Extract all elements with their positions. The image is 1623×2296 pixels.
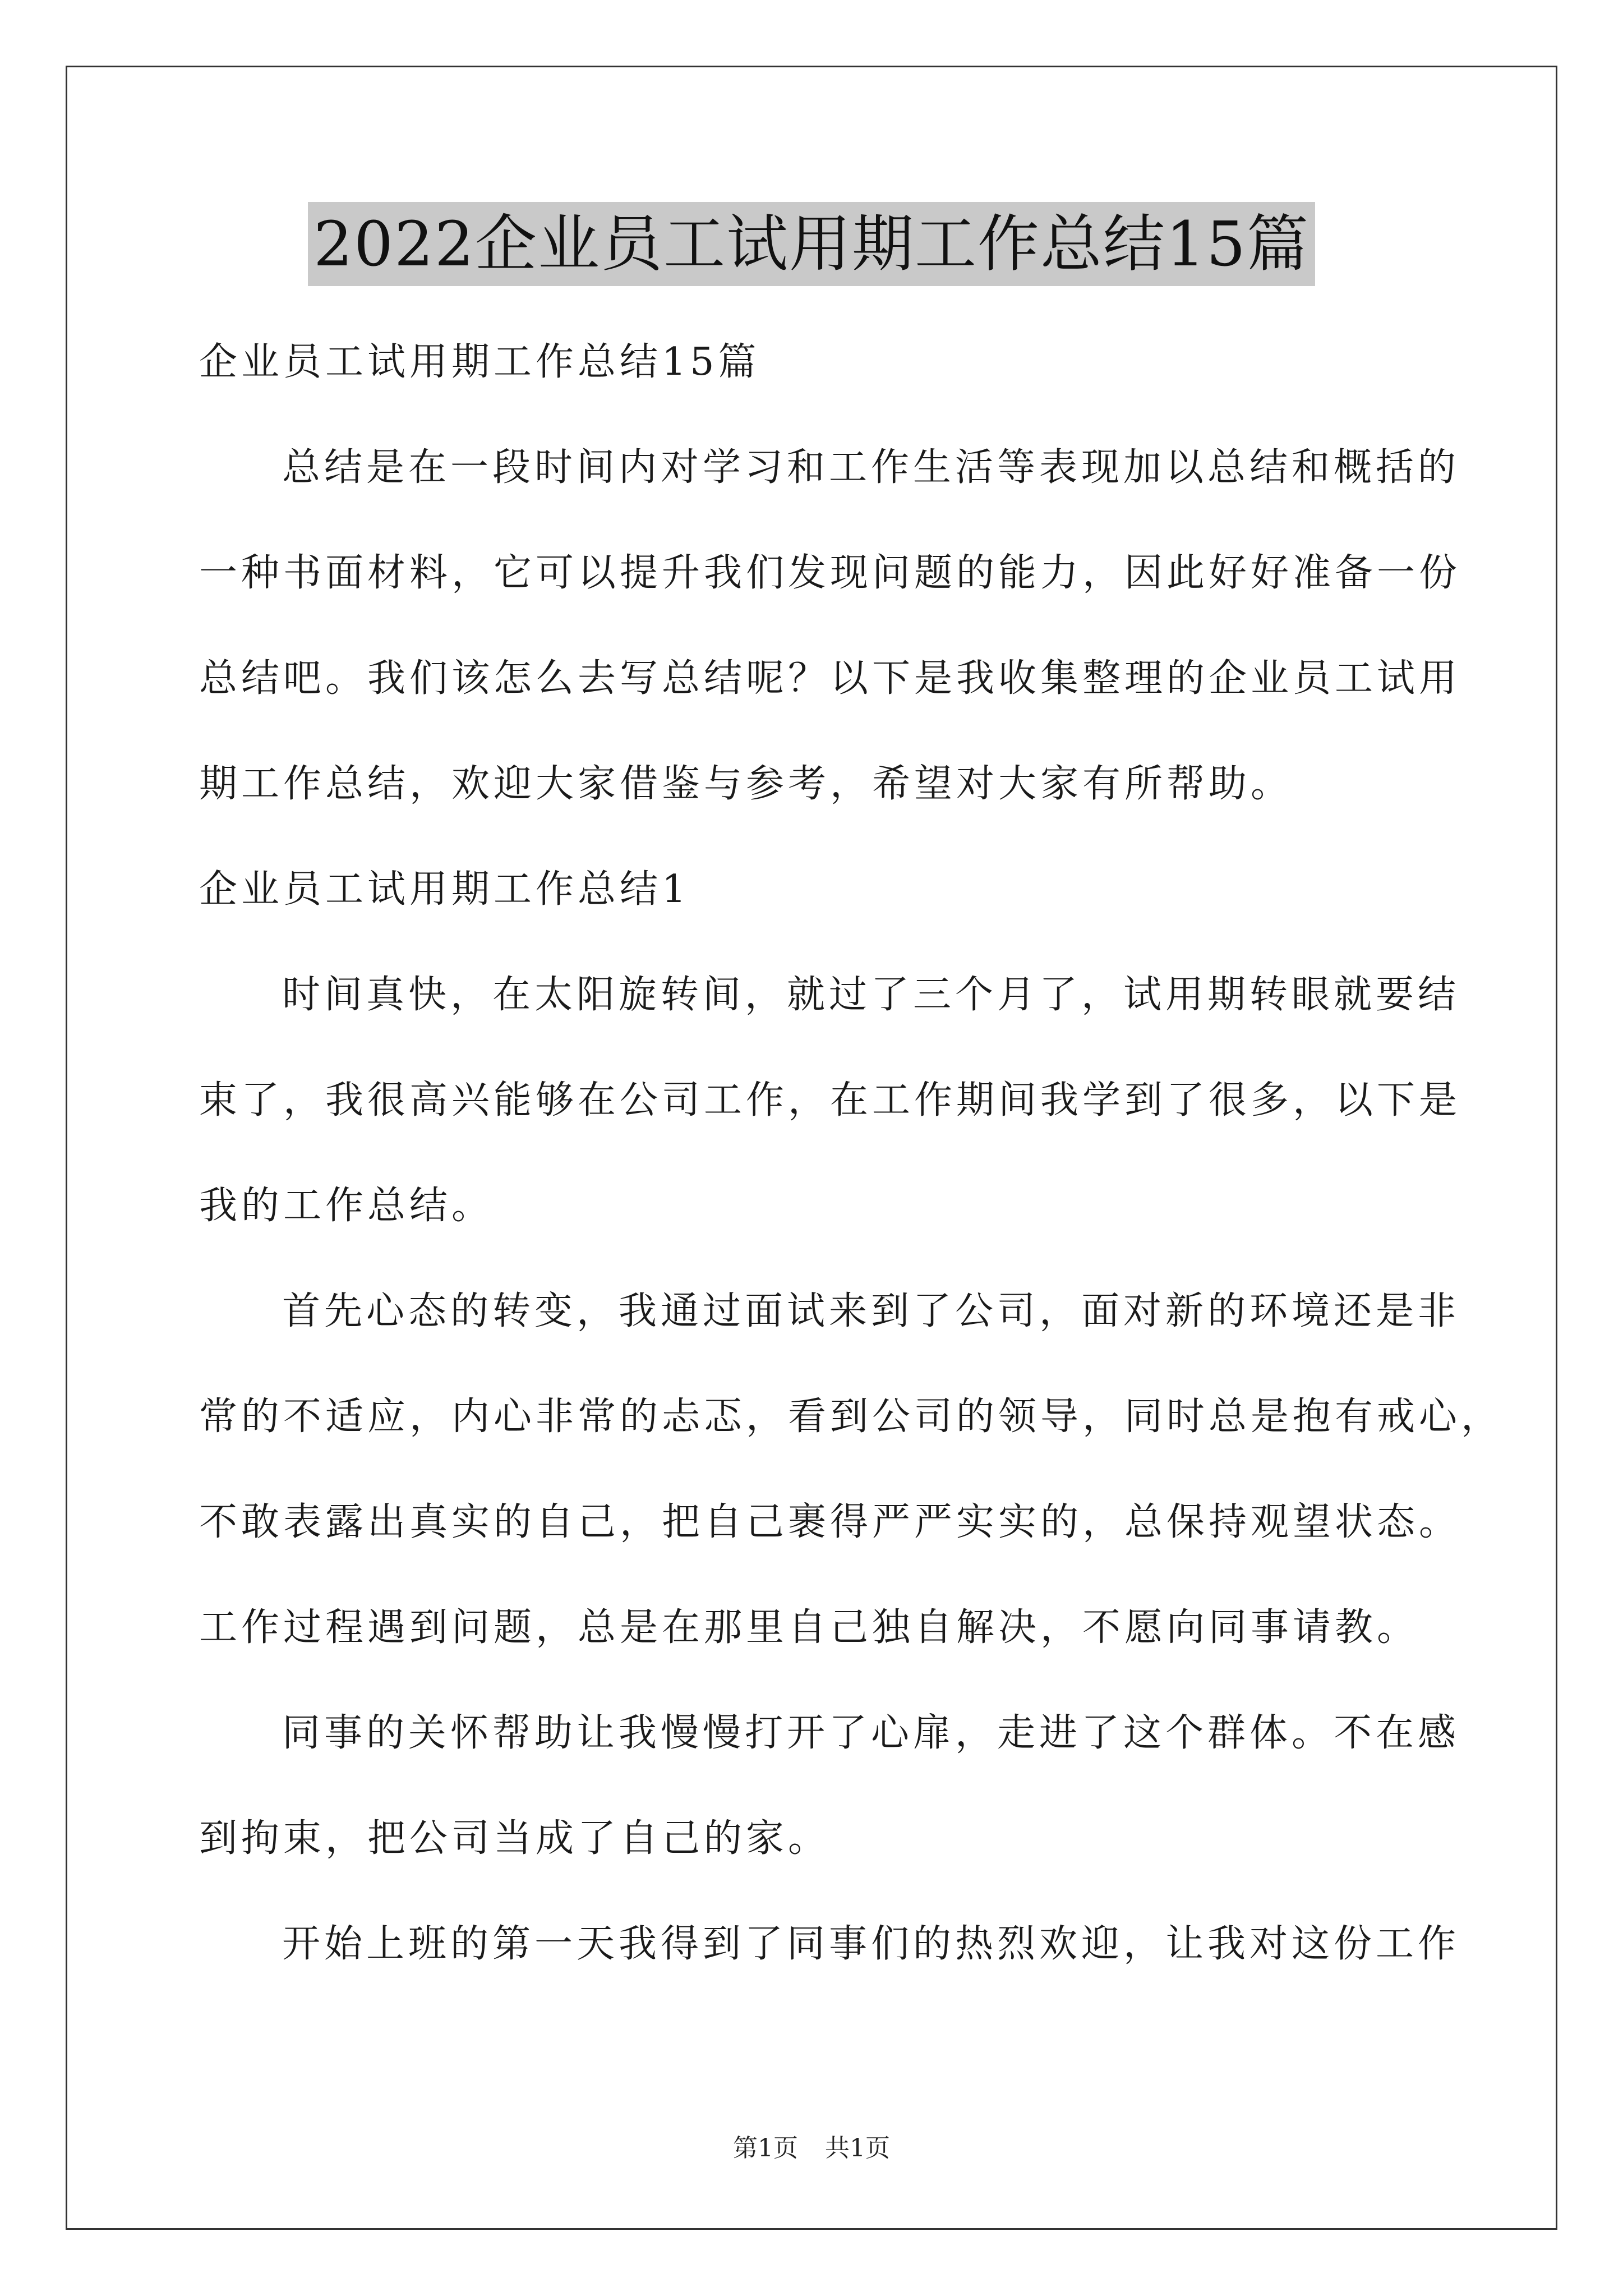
text-line: 到拘束，把公司当成了自己的家。 xyxy=(199,1816,831,1861)
text-line: 企业员工试用期工作总结15篇 xyxy=(199,340,760,384)
text-line: 我的工作总结。 xyxy=(199,1184,494,1228)
text-line: 同事的关怀帮助让我慢慢打开了心扉，走进了这个群体。不在感 xyxy=(282,1711,1460,1755)
text-line: 开始上班的第一天我得到了同事们的热烈欢迎，让我对这份工作 xyxy=(282,1922,1460,1966)
text-line: 期工作总结，欢迎大家借鉴与参考，希望对大家有所帮助。 xyxy=(199,762,1293,806)
text-line: 总结是在一段时间内对学习和工作生活等表现加以总结和概括的 xyxy=(282,445,1460,490)
document-body xyxy=(199,310,1504,1997)
title-container xyxy=(0,202,1623,286)
text-line: 不敢表露出真实的自己，把自己裹得严严实实的，总保持观望状态。 xyxy=(199,1500,1461,1544)
text-line: 首先心态的转变，我通过面试来到了公司，面对新的环境还是非 xyxy=(282,1289,1460,1333)
text-line: 工作过程遇到问题，总是在那里自己独自解决，不愿向同事请教。 xyxy=(199,1605,1419,1650)
text-line: 束了，我很高兴能够在公司工作，在工作期间我学到了很多，以下是 xyxy=(199,1078,1461,1122)
text-line: 时间真快，在太阳旋转间，就过了三个月了，试用期转眼就要结 xyxy=(282,973,1460,1017)
page-footer xyxy=(0,2132,1623,2165)
text-line: 常的不适应，内心非常的忐忑，看到公司的领导，同时总是抱有戒心， xyxy=(199,1395,1504,1439)
text-line: 总结吧。我们该怎么去写总结呢？以下是我收集整理的企业员工试用 xyxy=(199,656,1461,701)
document-title: 2022企业员工试用期工作总结15篇 xyxy=(308,202,1315,286)
text-line: 企业员工试用期工作总结1 xyxy=(199,867,690,912)
page-number: 第1页 xyxy=(733,2134,798,2162)
text-line: 一种书面材料，它可以提升我们发现问题的能力，因此好好准备一份 xyxy=(199,551,1461,595)
page-total: 共1页 xyxy=(825,2134,890,2162)
